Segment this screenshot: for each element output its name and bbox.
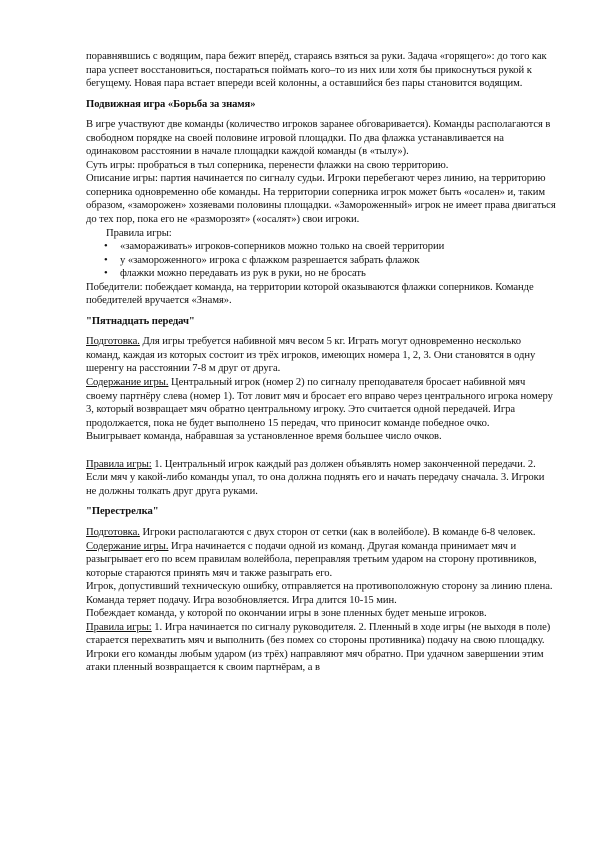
game1-paragraph-1: В игре участвуют две команды (количество игроков заранее обговаривается). Команды располагаются в свободном порядке на своей половине игровой площадки. По два флажка устанавливается на одинаковом расстоянии в начале площадки каждой команды (в «тылу»). [86, 119, 551, 158]
game3-prep-text: Игроки располагаются с двух сторон от сетки (как в волейболе). В команде 6-8 человек. [139, 526, 536, 538]
game2-prep-text: Для игры требуется набивной мяч весом 5 кг. Играть могут одновременно несколько команд, каждая из которых состоит из трёх игроков, имеющих номера 1, 2, 3. Они становятся в одну шеренгу на расстоянии 7-8 м друг от друга. [86, 336, 536, 375]
game2-rules-label: Правила игры: [86, 458, 152, 470]
game3-paragraph-2: Побеждает команда, у которой по окончании игры в зоне пленных будет меньше игроков. [86, 608, 487, 620]
game1-title: Подвижная игра «Борьба за знамя» [86, 98, 256, 110]
game3-prep-label: Подготовка. [86, 526, 140, 538]
game2-preparation [86, 335, 556, 376]
game3-content [86, 540, 556, 581]
list-item: • у «замороженного» игрока с флажком разрешается забрать флажок [106, 254, 556, 268]
intro-paragraph: поравнявшись с водящим, пара бежит вперёд, стараясь взяться за руки. Задача «горящего»: до того как пара успеет восстановиться, постараться поймать кого–то из них или хотя бы прикоснуться рукой к бегущему. Новая пара встает впереди всей колонны, а оставшийся без пары становится водящим. [86, 51, 547, 90]
game2-title: "Пятнадцать передач" [86, 315, 195, 327]
game3-rules-text: 1. Игра начинается по сигналу руководителя. 2. Пленный в ходе игры (не выходя в поле) старается перехватить мяч и выполнить (без помех со стороны противника) подачу на свою площадку. Игроки его команды любым ударом (из трёх) направляют мяч обратно. При удачном завершении этим атаки пленный возвращается к своим партнёрам, а в [86, 621, 551, 674]
game3-rules-label: Правила игры: [86, 621, 152, 633]
game2-rules-text: 1. Центральный игрок каждый раз должен объявлять номер законченной передачи. 2. Если мяч у какой-либо команды упал, то она должна поднять его и начать передачу сначала. 3. Игроки не должны толкать друг друга руками. [86, 458, 545, 497]
game2-content-text: Центральный игрок (номер 2) по сигналу преподавателя бросает набивной мяч своему партнёру слева (номер 1). Тот ловит мяч и бросает его вправо через центрального игрока номеру 3, который возвращает мяч обратно центральному игроку. Это считается одной передачей. Игра продолжается, пока не будет выполнено 15 передач, что приносит команде победное очко. [86, 377, 553, 429]
game3-content-text: Игра начинается с подачи одной из команд. Другая команда принимает мяч и разыгрывает его по всем правилам волейбола, переправляя третьим ударом на сторону противников, которые стараются принять мяч и также разыграть его. [86, 540, 537, 579]
list-item: • «замораживать» игроков-соперников можно только на своей территории [106, 240, 556, 254]
game3-content-label: Содержание игры. [86, 540, 169, 552]
game2-prep-label: Подготовка. [86, 336, 140, 348]
game3-title: "Перестрелка" [86, 506, 159, 518]
game1-paragraph-3: Описание игры: партия начинается по сигналу судьи. Игроки перебегают через линию, на территорию соперника одновременно обе команды. На территории соперника игрок может быть «осален» и, таким образом, «заморожен» хозяевами половины площадки. «Замороженный» игрок не имеет права двигаться до тех пор, пока его не «разморозят» («осалят») свои игроки. [86, 173, 556, 226]
game3-paragraph-1: Игрок, допустивший техническую ошибку, отправляется на противоположную сторону за линию плена. Команда теряет подачу. Игра возобновляется. Игра длится 10-15 мин. [86, 581, 553, 606]
list-item: • флажки можно передавать из рук в руки, но не бросать [106, 267, 556, 281]
game1-rules-title: Правила игры: [106, 227, 172, 239]
game2-content [86, 376, 556, 430]
game2-content-label: Содержание игры. [86, 377, 169, 389]
game1-paragraph-2: Суть игры: пробраться в тыл соперника, перенести флажки на свою территорию. [86, 159, 449, 171]
document-page [86, 50, 556, 675]
game3-rules [86, 621, 556, 675]
game2-result: Выигрывает команда, набравшая за установленное время большее число очков. [86, 431, 442, 443]
game3-preparation [86, 526, 556, 540]
game2-rules [86, 458, 556, 499]
game1-winner: Победители: побеждает команда, на территории которой оказываются флажки соперников. Команде победителей вручается «Знамя». [86, 281, 534, 307]
game1-rules-list [86, 240, 556, 281]
